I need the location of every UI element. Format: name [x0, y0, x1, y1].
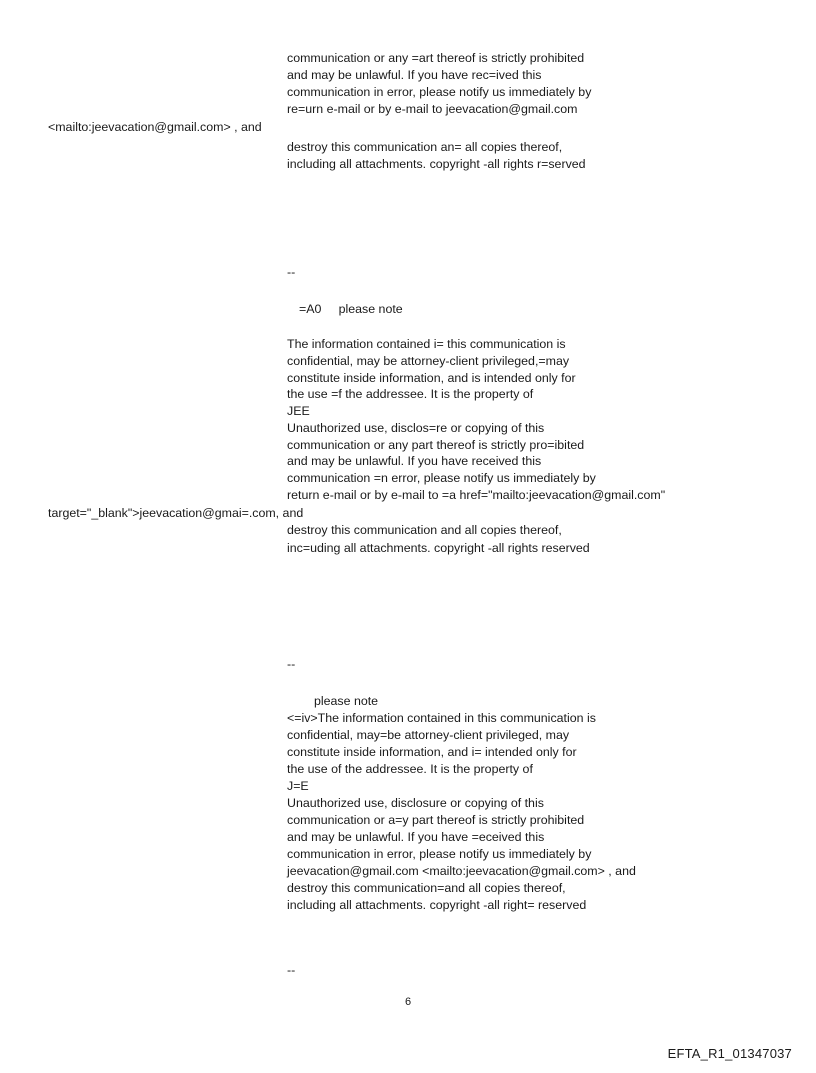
text-line: communication in error, please notify us immediately by: [287, 847, 592, 861]
text-line: JEE: [287, 404, 310, 418]
text-line: destroy this communication=and all copies thereof,: [287, 881, 566, 895]
page-number: 6: [404, 996, 412, 1008]
text-line: the use =f the addressee. It is the property of: [287, 387, 534, 401]
text-line: communication =n error, please notify us immediately by: [287, 471, 596, 485]
text-line: constitute inside information, and is intended only for: [287, 371, 576, 385]
text-line: <=iv>The information contained in this communication is: [287, 711, 596, 725]
text-line: and may be unlawful. If you have =eceived this: [287, 830, 545, 844]
text-line: communication or a=y part thereof is strictly prohibited: [287, 813, 585, 827]
text-line: constitute inside information, and i= intended only for: [287, 745, 577, 759]
text-line: Unauthorized use, disclosure or copying of this: [287, 796, 544, 810]
text-line: J=E: [287, 779, 309, 793]
text-line: and may be unlawful. If you have received this: [287, 454, 542, 468]
text-line: and may be unlawful. If you have rec=ived this: [287, 68, 542, 82]
text-line: including all attachments. copyright -all right= reserved: [287, 898, 587, 912]
separator: --: [287, 657, 296, 671]
text-line: including all attachments. copyright -all rights r=served: [287, 157, 586, 171]
text-line: communication in error, please notify us immediately by: [287, 85, 592, 99]
text-line: Unauthorized use, disclos=re or copying of this: [287, 421, 545, 435]
document-id: EFTA_R1_01347037: [667, 1046, 792, 1061]
section-heading: please note: [314, 694, 379, 708]
text-line: the use of the addressee. It is the property of: [287, 762, 533, 776]
text-line: jeevacation@gmail.com <mailto:jeevacation@gmail.com> , and: [287, 864, 636, 878]
text-line: destroy this communication an= all copies thereof,: [287, 140, 563, 154]
text-line: confidential, may be attorney-client privileged,=may: [287, 354, 570, 368]
text-line: The information contained i= this communication is: [287, 337, 566, 351]
text-line: communication or any =art thereof is strictly prohibited: [287, 51, 585, 65]
text-line: re=urn e-mail or by e-mail to jeevacation@gmail.com: [287, 102, 578, 116]
text-line: communication or any part thereof is strictly pro=ibited: [287, 438, 585, 452]
text-line: inc=uding all attachments. copyright -all rights reserved: [287, 541, 590, 555]
text-line: <mailto:jeevacation@gmail.com> , and: [48, 120, 262, 134]
text-line: confidential, may=be attorney-client privileged, may: [287, 728, 570, 742]
text-line: return e-mail or by e-mail to =a href="mailto:jeevacation@gmail.com": [287, 488, 666, 502]
section-heading: =A0 please note: [299, 302, 403, 316]
text-line: target="_blank">jeevacation@gmai=.com, and: [48, 506, 304, 520]
separator: --: [287, 265, 296, 279]
text-line: destroy this communication and all copies thereof,: [287, 523, 562, 537]
separator: --: [287, 963, 296, 977]
